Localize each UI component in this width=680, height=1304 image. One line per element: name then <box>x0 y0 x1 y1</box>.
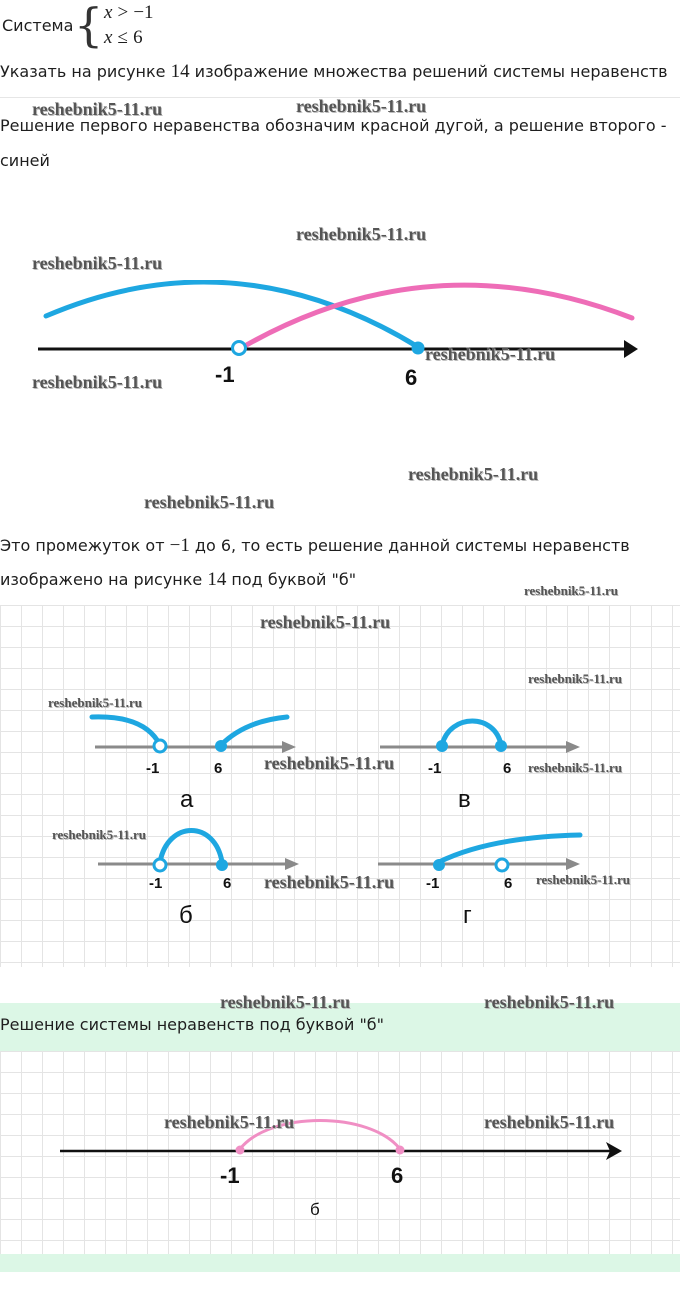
watermark: reshebnik5-11.ru <box>528 671 623 686</box>
watermark: reshebnik5-11.ru <box>48 695 143 710</box>
conclusion-line-1: Это промежуток от −1 до 6, то есть решение данной системы неравенств <box>0 535 630 556</box>
open-point-minus-1 <box>233 342 246 355</box>
task-text: Указать на рисунке 14 изображение множества решений системы неравенств <box>0 61 668 82</box>
svg-text:-1: -1 <box>426 875 440 892</box>
svg-text:6: 6 <box>214 760 223 777</box>
svg-text:-1: -1 <box>146 760 160 777</box>
svg-text:-1: -1 <box>428 760 442 777</box>
axis-arrow <box>624 340 638 358</box>
solution-line-1: Решение первого неравенства обозначим красной дугой, а решение второго - <box>0 116 667 135</box>
svg-text:а: а <box>180 786 194 813</box>
answer-figure <box>0 1051 680 1254</box>
watermark: reshebnik5-11.ru <box>52 827 147 842</box>
answer-letter: б <box>310 1200 320 1219</box>
watermark: reshebnik5-11.ru <box>32 372 163 392</box>
answer-label-minus-1: -1 <box>220 1163 240 1188</box>
watermark: reshebnik5-11.ru <box>484 992 615 1012</box>
blue-arc <box>46 282 418 347</box>
watermark: reshebnik5-11.ru <box>296 96 427 116</box>
system-label: Система <box>2 16 74 35</box>
left-brace: { <box>74 0 104 52</box>
inequality-2: x ≤ 6 <box>104 27 143 48</box>
conclusion-line-2: изображено на рисунке 14 под буквой "б" <box>0 569 357 590</box>
watermark: reshebnik5-11.ru <box>425 344 556 364</box>
watermark: reshebnik5-11.ru <box>528 760 623 775</box>
watermark: reshebnik5-11.ru <box>220 992 351 1012</box>
tick-label-minus-1: -1 <box>215 362 235 387</box>
watermark: reshebnik5-11.ru <box>32 253 163 273</box>
options-figure <box>0 605 680 967</box>
watermark: reshebnik5-11.ru <box>144 492 275 512</box>
svg-text:6: 6 <box>503 760 512 777</box>
watermark: reshebnik5-11.ru <box>264 872 395 892</box>
watermark: reshebnik5-11.ru <box>536 872 631 887</box>
solution-line-2: синей <box>0 151 50 170</box>
watermark: reshebnik5-11.ru <box>32 99 163 119</box>
watermark: reshebnik5-11.ru <box>408 464 539 484</box>
watermark: reshebnik5-11.ru <box>260 612 391 632</box>
svg-text:6: 6 <box>504 875 513 892</box>
tick-label-6: 6 <box>405 365 418 390</box>
closed-point-6 <box>412 342 425 355</box>
answer-bottom-band <box>0 1254 680 1272</box>
svg-text:в: в <box>458 786 471 813</box>
watermark: reshebnik5-11.ru <box>164 1112 295 1132</box>
watermark: reshebnik5-11.ru <box>296 224 427 244</box>
watermark: reshebnik5-11.ru <box>484 1112 615 1132</box>
svg-text:6: 6 <box>223 875 232 892</box>
svg-text:-1: -1 <box>149 875 163 892</box>
watermark: reshebnik5-11.ru <box>264 753 395 773</box>
inequality-1: x > −1 <box>104 2 154 23</box>
answer-label-6: 6 <box>391 1163 404 1188</box>
watermark: reshebnik5-11.ru <box>524 583 619 598</box>
svg-text:б: б <box>179 902 193 929</box>
svg-text:г: г <box>463 902 472 929</box>
answer-title: Решение системы неравенств под буквой "б" <box>0 1015 385 1034</box>
